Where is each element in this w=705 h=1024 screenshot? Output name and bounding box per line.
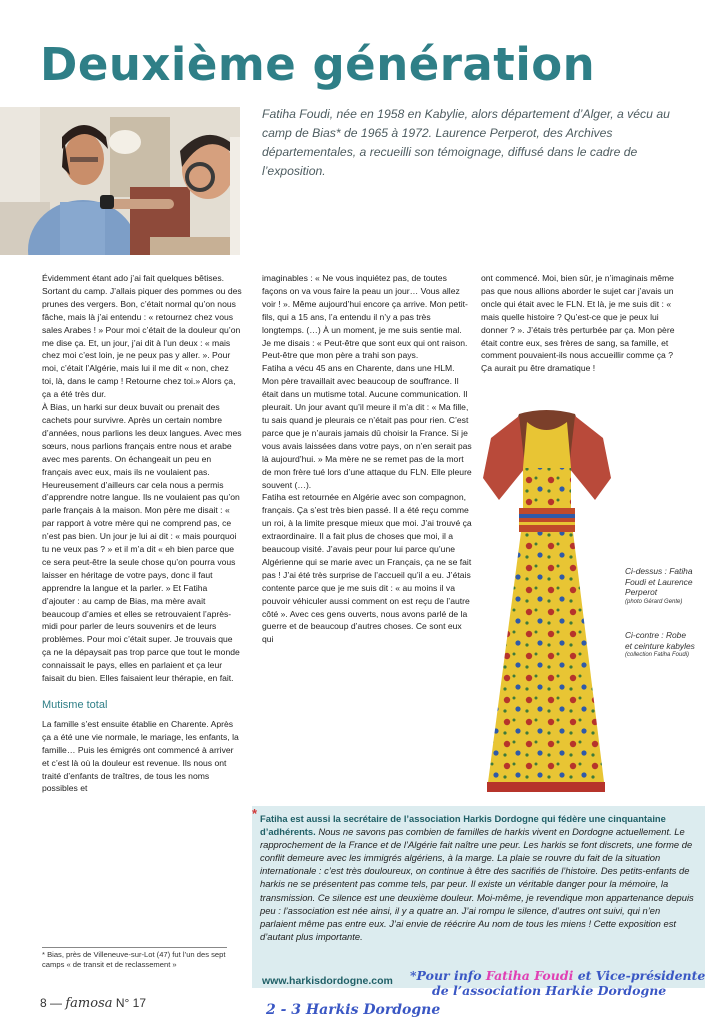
overlay-footer: 2 - 3 Harkis Dordogne xyxy=(266,1002,441,1018)
text-column-2 xyxy=(262,272,472,646)
issue-number: N° 17 xyxy=(115,996,147,1010)
box-asterisk: * xyxy=(252,806,258,821)
text-column-3 xyxy=(481,272,677,375)
article-title: Deuxième génération xyxy=(40,38,596,91)
paragraph: Évidemment étant ado j’ai fait quelques bêtises. Sortant du camp. J’allais piquer des pommes ou des prunes des vergers. Bon, c’était normal qu’on nous fâche, mais là j’ai entendu : « retournez chez vous sales Arabes ! » Pour moi c’était de la douleur qu’on me dise ça. Et, un jour, j’ai dit à l’un deux : « mais chez moi c’est loin, je ne peux pas y aller. ». Pour moi, c’était l’Algérie, mais lui il me dit « non, chez toi, là, dans le camp ! Retourne chez toi.» Alors ça, ça a été très dur. xyxy=(42,273,242,400)
overlay-line2: de l’association Harkie Dordogne xyxy=(432,983,667,998)
footnote: * Bias, près de Villeneuve-sur-Lot (47) fut l’un des sept camps « de transit et de reclassement » xyxy=(42,950,226,969)
overlay-name: Fatiha Foudi xyxy=(485,968,574,983)
paragraph: Fatiha est retournée en Algérie avec son compagnon, français. Ça s’est très bien passé. Il a été reçu comme un roi, à la limite presque mieux que moi. J’ai trouvé ça extraordinaire. Il a fait plus de choses que moi, il a beaucoup visité. J’avais peur pour lui parce qu’une Algérienne qui se marie avec un Français, ça ne se fait pas ! J’ai été très surprise de l’accueil qu’il a eu. J’étais contente parce que je me suis dit : « au moins il va pouvoir véhiculer aussi comment on est reçu de l’autre côté ». Avec ces gens ouverts, nous avons parlé de la guerre et de beaucoup d’autres choses. Ce sont eux qui xyxy=(262,492,472,645)
box-lead: Fatiha est aussi la secrétaire de l’association Harkis Dordogne qui fédère une cinquantaine d’adhérents. xyxy=(260,813,666,838)
caption-credit: (photo Gérard Gente) xyxy=(625,598,683,605)
overlay-suffix: et Vice-présidente xyxy=(573,968,705,983)
article-intro: Fatiha Foudi, née en 1958 en Kabylie, alors département d’Alger, a vécu au camp de Bias* de 1965 à 1972. Laurence Perperot, des Archives départementales, a recueilli son témoignage, diffusé dans le cadre de l’exposition. xyxy=(262,107,670,178)
folio-dash: — xyxy=(50,996,63,1010)
dress-caption xyxy=(625,630,695,660)
text-column-1 xyxy=(42,272,242,795)
overlay-star: * xyxy=(410,968,417,983)
caption-text: Ci-dessus : Fatiha Foudi et Laurence Perperot xyxy=(625,566,693,598)
page-number: 8 xyxy=(40,996,47,1010)
overlay-prefix: Pour info xyxy=(416,968,486,983)
box-body: Nous ne savons pas combien de familles de harkis vivent en Dordogne actuellement. Le rapprochement de la France et de l’Algérie fait naître une peur. Les harkis se font discrets, une forme de conflit demeure avec les immigrés algériens, à la marge. La plaie se rouvre du fait de la situation internationale : c’est très douloureux, on continue à être des sacrifiés de l’histoire. Des petits-enfants de harkis ne se présentent pas comme tels, par peur. Il existe un véritable danger pour la mémoire, la transmission. Ce silence est une deuxième douleur. Moi-même, je revendique mon appartenance depuis peu : l’association est née ainsi, il y a quatre an. J’ai rompu le silence, d’autres ont suivi, qui n’en parlaient même pas entre eux. J’ai envie de réécrire Au nom de tous les miens ! Cette exposition est d’autant plus importante. xyxy=(260,826,694,942)
section-subhead: Mutisme total xyxy=(42,699,108,711)
caption-text: Ci-contre : Robe et ceinture kabyles xyxy=(625,630,695,651)
interview-photo xyxy=(0,107,240,255)
paragraph: ont commencé. Moi, bien sûr, je n’imaginais même pas que nous allions aborder le sujet car j’avais un oncle qui était avec le FLN. Et là, je me suis dit : « mais quelle histoire ? Qu’est-ce que je peux lui donner ? ». J’étais très perturbée par ça. Mon père était contre eux, ses frères de sang, sa famille, et comment pouvaient-ils nous accueillir comme ça ? Ça aurait pu être dramatique ! xyxy=(481,273,675,374)
page-folio xyxy=(40,996,146,1011)
paragraph: La famille s’est ensuite établie en Charente. Après ça a été une vie normale, le mariage, les enfants, la famille… Puis les émigrés ont commencé à arriver et c’est là où la douleur est revenue. Ils nous ont traité d’enfants de traîtres, de tous les noms possibles et xyxy=(42,718,239,794)
kabyle-dress-photo xyxy=(479,408,614,800)
paragraph: À Bias, un harki sur deux buvait ou prenait des cachets pour survivre. Après un certain nombre d’années, nous parlions les deux langues. Avec mes sœurs, nous parlions français entre nous et arabe avec mes parents. On échangeait un peu en français avec eux, mais ils ne voulaient pas. Heureusement d’ailleurs car cela nous a permis d’apprendre notre langue. Ils ne voulaient pas qu’on parle français à la maison. Mon père me disait : « par rapport à votre mère qui ne comprend pas, ce n’est pas bien. Un jour je lui ai dit : « mais pourquoi tu ne veux pas ? » et il m’a dit « eh bien parce que ce sera peut-être la seule chose qu’on pourra vous laisser en héritage de votre pays, donc il faut apprendre la langue et la parler. » Et Fatiha d’ajouter : au camp de Bias, ma mère avait beaucoup d’amies et elles se retrouvaient l’après-midi pour parler de leurs souvenirs et de leurs problèmes. Pour moi c’était super. Je trouvais que ça ne la dépaysait pas trop parce que tout le monde connaissait le pays, elles en parlaient et ça leur faisait du bien. Elles faisaient leur thérapie, en fait. xyxy=(42,402,242,684)
photo-caption xyxy=(625,566,695,606)
paragraph: imaginables : « Ne vous inquiétez pas, de toutes façons on va vous faire la peau un jour… Vous allez voir ! ». Même aujourd’hui encore ça arrive. Mon petit-fils, qui a 15 ans, l’a entendu il n’y a pas très longtemps. (…) À un moment, je me suis sentie mal. Je me disais : « Peut-être que sont eux qui ont raison. Peut-être que mon père a trahi son pays. xyxy=(262,273,468,361)
caption-credit: (collection Fatiha Foudi) xyxy=(625,652,690,659)
footnote-rule xyxy=(42,947,227,948)
magazine-name: famosa xyxy=(65,996,113,1011)
overlay-annotation xyxy=(410,968,705,998)
paragraph: Fatiha a vécu 45 ans en Charente, dans une HLM. Mon père travaillait avec beaucoup de souffrance. Il était dans un mutisme total. Aucune communication. Il pleurait. Un jour avant qu’il meure il m’a dit : « Ma fille, tu sais quand je pleurais ce n’était pas pour rien. C’est parce que je n’aurais jamais dû choisir la France. Si je vous avais laissées dans votre pays, on n’en serait pas là aujourd’hui. » Ma mère ne se remet pas de la mort de mon frère tué lors d’une attaque du FLN. Elle pleure souvent (…). xyxy=(262,363,472,490)
association-text xyxy=(260,812,698,943)
website-link[interactable]: www.harkisdordogne.com xyxy=(262,975,393,987)
